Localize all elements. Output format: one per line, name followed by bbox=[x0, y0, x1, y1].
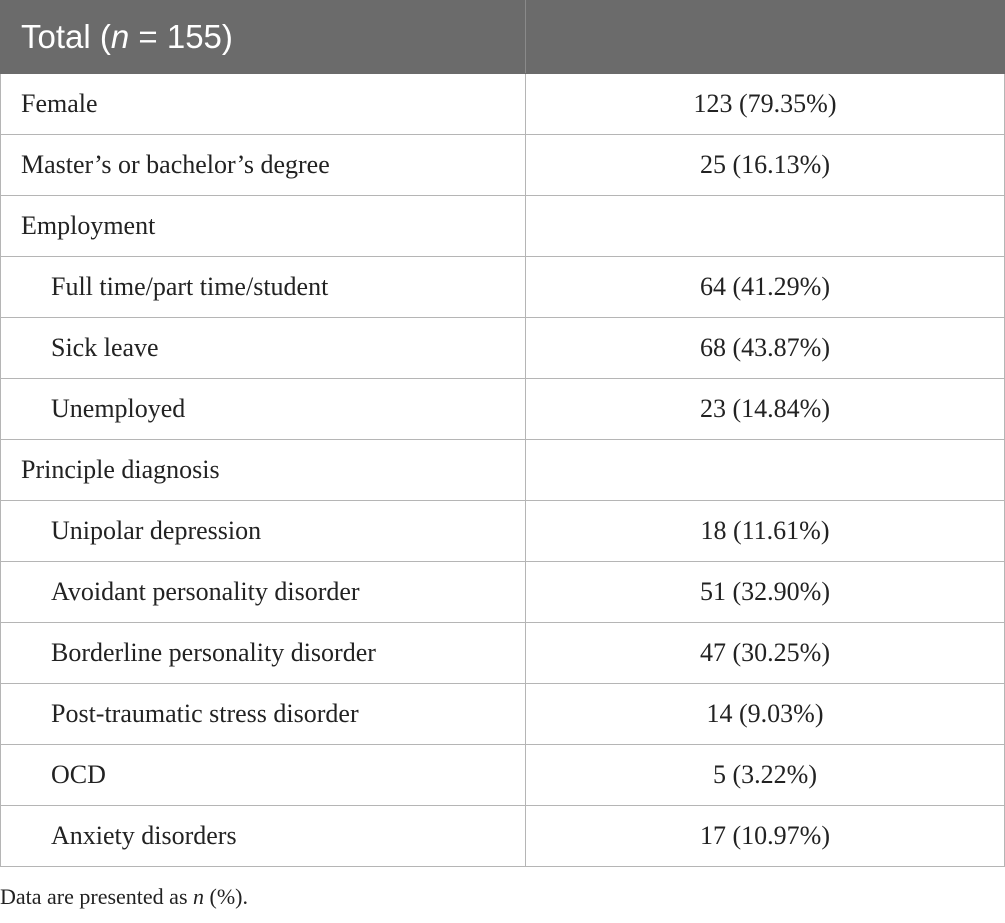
table-row bbox=[1, 501, 1005, 562]
row-label: Unemployed bbox=[1, 379, 526, 440]
row-value: 23 (14.84%) bbox=[526, 379, 1005, 440]
footnote-n: n bbox=[193, 884, 205, 909]
header-total bbox=[1, 1, 526, 74]
table-row bbox=[1, 74, 1005, 135]
row-label: Anxiety disorders bbox=[1, 806, 526, 867]
row-label: Female bbox=[1, 74, 526, 135]
row-label: Employment bbox=[1, 196, 526, 257]
row-label: OCD bbox=[1, 745, 526, 806]
row-value: 18 (11.61%) bbox=[526, 501, 1005, 562]
row-value: 25 (16.13%) bbox=[526, 135, 1005, 196]
table-row bbox=[1, 745, 1005, 806]
table-row bbox=[1, 135, 1005, 196]
row-label: Borderline personality disorder bbox=[1, 623, 526, 684]
row-label: Avoidant personality disorder bbox=[1, 562, 526, 623]
table-row bbox=[1, 562, 1005, 623]
table-row bbox=[1, 318, 1005, 379]
table-row bbox=[1, 379, 1005, 440]
table-header-row bbox=[1, 1, 1005, 74]
row-label: Sick leave bbox=[1, 318, 526, 379]
footnote-prefix: Data are presented as bbox=[0, 884, 194, 909]
header-title-prefix: Total ( bbox=[21, 18, 111, 55]
table-row bbox=[1, 257, 1005, 318]
row-label: Post-traumatic stress disorder bbox=[1, 684, 526, 745]
row-value bbox=[526, 440, 1005, 501]
table-row bbox=[1, 684, 1005, 745]
table-row bbox=[1, 623, 1005, 684]
table-row bbox=[1, 806, 1005, 867]
row-value: 5 (3.22%) bbox=[526, 745, 1005, 806]
row-value: 123 (79.35%) bbox=[526, 74, 1005, 135]
row-value: 14 (9.03%) bbox=[526, 684, 1005, 745]
row-label: Principle diagnosis bbox=[1, 440, 526, 501]
header-column-2 bbox=[526, 1, 1005, 74]
row-label: Unipolar depression bbox=[1, 501, 526, 562]
row-value: 17 (10.97%) bbox=[526, 806, 1005, 867]
footnote-suffix: (%). bbox=[204, 884, 248, 909]
table-footnote bbox=[0, 884, 248, 910]
table-row bbox=[1, 196, 1005, 257]
header-title-n: n bbox=[110, 18, 130, 55]
row-value: 68 (43.87%) bbox=[526, 318, 1005, 379]
row-value: 47 (30.25%) bbox=[526, 623, 1005, 684]
row-value: 64 (41.29%) bbox=[526, 257, 1005, 318]
row-value: 51 (32.90%) bbox=[526, 562, 1005, 623]
header-title-suffix: = 155) bbox=[129, 18, 233, 55]
row-value bbox=[526, 196, 1005, 257]
table-row bbox=[1, 440, 1005, 501]
row-label: Master’s or bachelor’s degree bbox=[1, 135, 526, 196]
row-label: Full time/part time/student bbox=[1, 257, 526, 318]
